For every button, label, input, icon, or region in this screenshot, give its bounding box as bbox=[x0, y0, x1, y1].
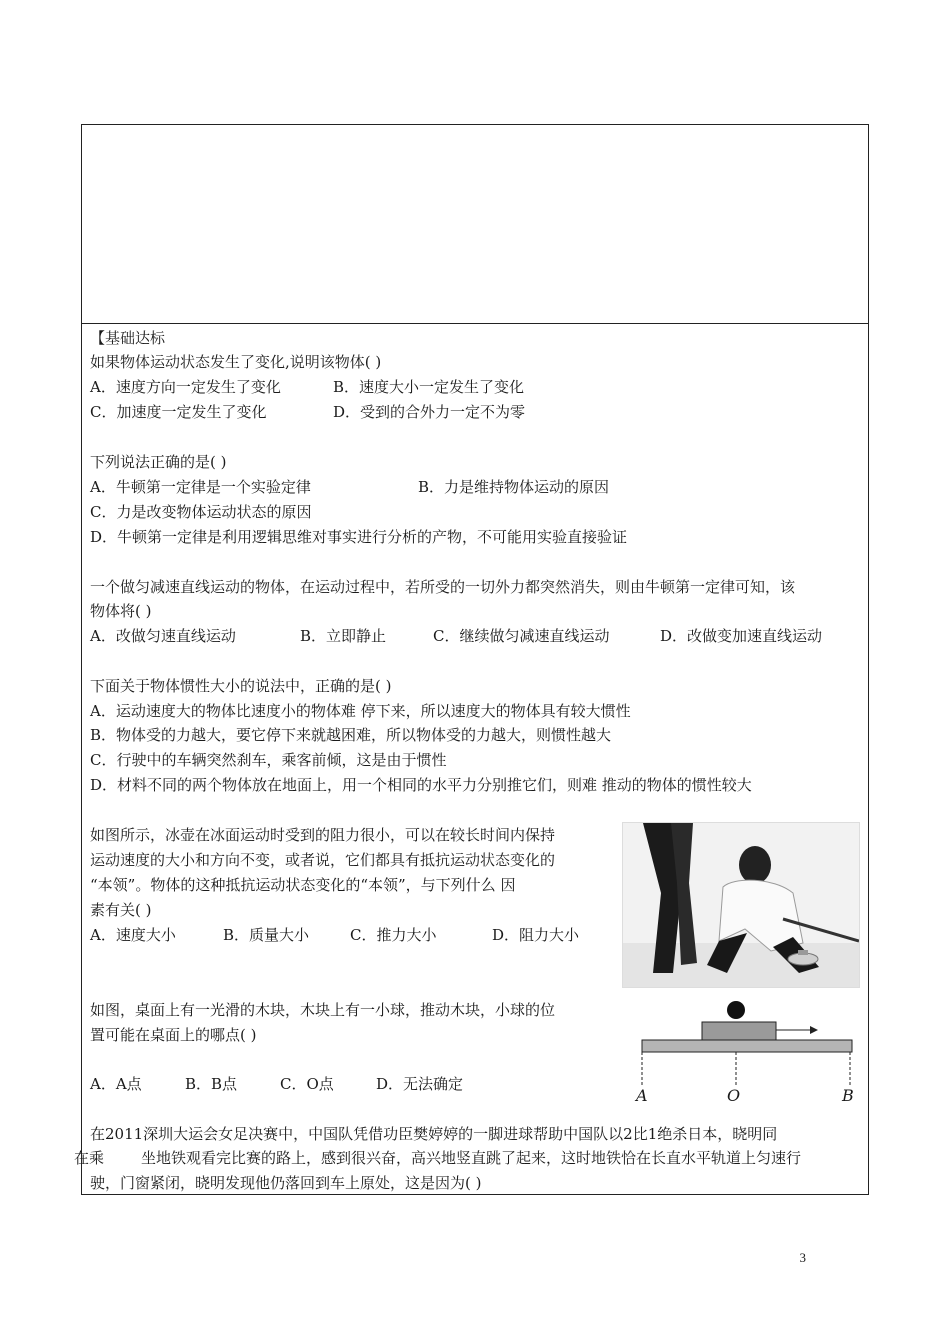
q3-stem-line-2: 物体将( ) bbox=[90, 602, 152, 620]
q5-stem-line-3: “本领”。物体的这种抵抗运动状态变化的“本领”，与下列什么 因 bbox=[90, 876, 516, 894]
q3-option-b: B．立即静止 bbox=[300, 627, 387, 645]
q5-option-a: A．速度大小 bbox=[90, 926, 176, 944]
curling-photo-illustration bbox=[623, 823, 860, 988]
q1-option-b: B．速度大小一定发生了变化 bbox=[333, 378, 525, 396]
q6-stem-line-2: 置可能在桌面上的哪点( ) bbox=[90, 1026, 257, 1044]
q5-option-c: C．推力大小 bbox=[350, 926, 437, 944]
page-number: 3 bbox=[799, 1250, 806, 1265]
q6-option-a: A．A点 bbox=[90, 1075, 142, 1093]
q2-option-a: A．牛顿第一定律是一个实验定律 bbox=[90, 478, 311, 496]
q3-stem-line-1: 一个做匀减速直线运动的物体，在运动过程中，若所受的一切外力都突然消失，则由牛顿第一定律可知，该 bbox=[90, 578, 796, 596]
q1-option-c: C．加速度一定发生了变化 bbox=[90, 403, 267, 421]
q1-option-d: D．受到的合外力一定不为零 bbox=[333, 403, 526, 421]
q4-stem: 下面关于物体惯性大小的说法中，正确的是( ) bbox=[90, 677, 392, 695]
curling-photo bbox=[622, 822, 860, 988]
q4-option-c: C．行驶中的车辆突然刹车，乘客前倾，这是由于惯性 bbox=[90, 751, 447, 769]
q6-option-d: D．无法确定 bbox=[376, 1075, 464, 1093]
section-title: 【基础达标 bbox=[90, 329, 166, 347]
q4-option-a: A．运动速度大的物体比速度小的物体难 停下来，所以速度大的物体具有较大惯性 bbox=[90, 702, 631, 720]
q2-option-d: D．牛顿第一定律是利用逻辑思维对事实进行分析的产物，不可能用实验直接验证 bbox=[90, 528, 628, 546]
q5-stem-line-4: 素有关( ) bbox=[90, 901, 152, 919]
frame-divider bbox=[81, 323, 869, 324]
q3-option-c: C．继续做匀减速直线运动 bbox=[433, 627, 610, 645]
q5-stem-line-1: 如图所示，冰壶在冰面运动时受到的阻力很小，可以在较长时间内保持 bbox=[90, 826, 556, 844]
table-block-diagram-drawing bbox=[636, 996, 866, 1110]
q6-option-b: B．B点 bbox=[185, 1075, 238, 1093]
q4-option-d: D．材料不同的两个物体放在地面上，用一个相同的水平力分别推它们，则难 推动的物体的惯性较大 bbox=[90, 776, 752, 794]
q1-stem: 如果物体运动状态发生了变化,说明该物体( ) bbox=[90, 353, 382, 371]
q6-option-c: C．O点 bbox=[280, 1075, 334, 1093]
q2-option-c: C．力是改变物体运动状态的原因 bbox=[90, 503, 312, 521]
table-block-diagram bbox=[636, 996, 866, 1110]
point-b-label: B bbox=[842, 1086, 854, 1105]
q6-stem-line-1: 如图，桌面上有一光滑的木块，木块上有一小球，推动木块，小球的位 bbox=[90, 1001, 556, 1019]
q5-option-d: D．阻力大小 bbox=[492, 926, 580, 944]
q7-line-1: 在2011深圳大运会女足决赛中，中国队凭借功臣樊婷婷的一脚进球帮助中国队以2比1绝杀日本，晓明同 bbox=[90, 1125, 778, 1143]
q5-option-b: B．质量大小 bbox=[223, 926, 310, 944]
point-a-label: A bbox=[636, 1086, 648, 1105]
q2-stem: 下列说法正确的是( ) bbox=[90, 453, 227, 471]
q3-option-d: D．改做变加速直线运动 bbox=[660, 627, 823, 645]
q7-line-3: 驶，门窗紧闭，晓明发现他仍落回到车上原处，这是因为( ) bbox=[90, 1174, 482, 1192]
q5-stem-line-2: 运动速度的大小和方向不变，或者说，它们都具有抵抗运动状态变化的 bbox=[90, 851, 556, 869]
q2-option-b: B．力是维持物体运动的原因 bbox=[418, 478, 610, 496]
point-o-label: O bbox=[727, 1086, 741, 1105]
q7-line-2: 坐地铁观看完比赛的路上，感到很兴奋，高兴地竖直跳了起来，这时地铁恰在长直水平轨道上匀速行 bbox=[141, 1149, 802, 1167]
q7-line-2-prefix: 在乘 bbox=[74, 1149, 105, 1167]
q1-option-a: A．速度方向一定发生了变化 bbox=[90, 378, 281, 396]
q3-option-a: A．改做匀速直线运动 bbox=[90, 627, 236, 645]
q4-option-b: B．物体受的力越大，要它停下来就越困难，所以物体受的力越大，则惯性越大 bbox=[90, 726, 612, 744]
